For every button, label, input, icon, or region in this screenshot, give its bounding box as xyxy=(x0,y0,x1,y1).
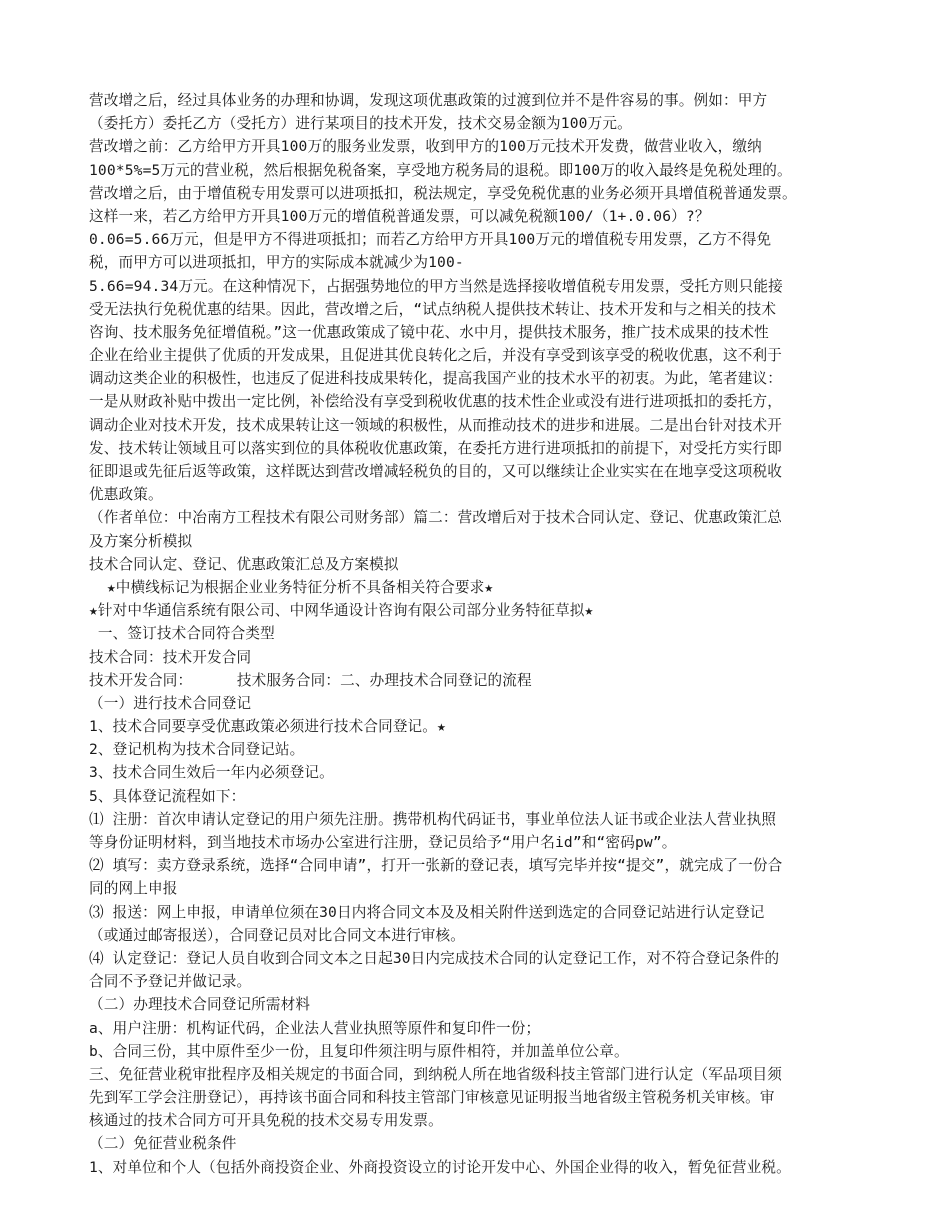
text-line: 同的网上申报 xyxy=(89,880,178,898)
text-line: 受无法执行免税优惠的结果。因此，营改增之后，“试点纳税人提供技术转让、技术开发和与之相关的技术 xyxy=(89,300,777,318)
text-line: 这样一来，若乙方给甲方开具100万元的增值税普通发票，可以减免税额100/（1+.0.06）?？ xyxy=(89,207,710,225)
text-line: 3、技术合同生效后一年内必须登记。 xyxy=(89,764,334,782)
heading-line: 一、签订技术合同符合类型 xyxy=(89,625,275,643)
text-line: 技术开发合同： 技术服务合同：二、办理技术合同登记的流程 xyxy=(89,671,532,689)
text-line: 核通过的技术合同方可开具免税的技术交易专用发票。 xyxy=(89,1112,443,1130)
text-line: ⑶ 报送：网上申报，申请单位须在30日内将合同文本及及相关附件送到选定的合同登记站进行认定登记 xyxy=(89,903,765,921)
text-line: 营改增之后，由于增值税专用发票可以进项抵扣，税法规定，享受免税优惠的业务必须开具增值税普通发票。 xyxy=(89,184,797,202)
text-line: b、合同三份，其中原件至少一份，且复印件须注明与原件相符，并加盖单位公章。 xyxy=(89,1042,629,1060)
text-line: （或通过邮寄报送），合同登记员对比合同文本进行审核。 xyxy=(89,926,466,944)
text-line: ⑵ 填写：卖方登录系统，选择“合同申请”，打开一张新的登记表，填写完毕并按“提交”，就完成了一份合 xyxy=(89,857,783,875)
text-line: 一是从财政补贴中拨出一定比例，补偿给没有享受到税收优惠的技术性企业或没有进行进项抵扣的委托方， xyxy=(89,393,782,411)
text-line: 优惠政策。 xyxy=(89,486,163,504)
text-line: 先到军工学会注册登记），再持该书面合同和科技主管部门审核意见证明报当地省级主管税务机关审核。审 xyxy=(89,1089,775,1107)
heading-line: （一）进行技术合同登记 xyxy=(89,694,252,712)
text-line: 及方案分析模拟 xyxy=(89,532,193,550)
text-line: 5.66=94.34万元。在这种情况下，占据强势地位的甲方当然是选择接收增值税专用发票，受托方则只能接 xyxy=(89,277,783,295)
text-line: 税，而甲方可以进项抵扣，甲方的实际成本就减少为100- xyxy=(89,254,464,272)
text-line: 等身份证明材料，到当地技术市场办公室进行注册，登记员给予“用户名id”和“密码pw”。 xyxy=(89,834,677,851)
text-line: （委托方）委托乙方（受托方）进行某项目的技术开发，技术交易金额为100万元。 xyxy=(89,115,632,133)
note-line: ★针对中华通信系统有限公司、中网华通设计咨询有限公司部分业务特征草拟★ xyxy=(89,602,594,620)
text-line: 1、对单位和个人（包括外商投资企业、外商投资设立的讨论开发中心、外国企业得的收入，暂免征营业税。 xyxy=(89,1158,791,1176)
heading-line: （二）办理技术合同登记所需材料 xyxy=(89,996,311,1014)
text-line: 咨询、技术服务免征增值税。”这一优惠政策成了镜中花、水中月，提供技术服务，推广技术成果的技术性 xyxy=(89,323,769,341)
heading-line: （二）免征营业税条件 xyxy=(89,1135,237,1153)
text-line: ⑴ 注册：首次申请认定登记的用户须先注册。携带机构代码证书，事业单位法人证书或企业法人营业执照 xyxy=(89,810,777,828)
text-line: （作者单位：中冶南方工程技术有限公司财务部）篇二：营改增后对于技术合同认定、登记、优惠政策汇总 xyxy=(89,509,782,527)
text-line: 征即退或先征后返等政策，这样既达到营改增减轻税负的目的，又可以继续让企业实实在在地享受这项税收 xyxy=(89,463,782,480)
note-line: ★中横线标记为根据企业业务特征分析不具备相关符合要求★ xyxy=(89,578,494,596)
text-line: 合同不予登记并做记录。 xyxy=(89,973,252,991)
text-line: 调动这类企业的积极性，也违反了促进科技成果转化，提高我国产业的技术水平的初衷。为此，笔者建议： xyxy=(89,370,782,388)
text-line: 0.06=5.66万元，但是甲方不得进项抵扣；而若乙方给甲方开具100万元的增值税专用发票，乙方不得免 xyxy=(89,231,772,249)
text-line: ⑷ 认定登记：登记人员自收到合同文本之日起30日内完成技术合同的认定登记工作，对不符合登记条件的 xyxy=(89,949,780,967)
text-line: 2、登记机构为技术合同登记站。 xyxy=(89,741,305,759)
text-line: 技术合同：技术开发合同 xyxy=(89,648,252,666)
section-title: 技术合同认定、登记、优惠政策汇总及方案模拟 xyxy=(89,555,399,573)
text-line: a、用户注册：机构证代码，企业法人营业执照等原件和复印件一份； xyxy=(89,1019,541,1037)
text-line: 三、免征营业税审批程序及相关规定的书面合同，到纳税人所在地省级科技主管部门进行认定（军品项目须 xyxy=(89,1065,782,1083)
text-line: 营改增之后，经过具体业务的办理和协调，发现这项优惠政策的过渡到位并不是件容易的事。例如：甲方 xyxy=(89,92,768,109)
text-line: 1、技术合同要享受优惠政策必须进行技术合同登记。★ xyxy=(89,718,446,736)
text-line: 5、具体登记流程如下： xyxy=(89,787,246,805)
text-line: 企业在给业主提供了优质的开发成果，且促进其优良转化之后，并没有享受到该享受的税收优惠，这不利于 xyxy=(89,347,782,365)
text-line: 营改增之前：乙方给甲方开具100万的服务业发票，收到甲方的100万元技术开发费，做营业收入，缴纳 xyxy=(89,138,762,156)
text-line: 发、技术转让领域且可以落实到位的具体税收优惠政策，在委托方进行进项抵扣的前提下，对受托方实行即 xyxy=(89,439,782,457)
text-line: 调动企业对技术开发，技术成果转让这一领域的积极性，从而推动技术的进步和进展。二是出台针对技术开 xyxy=(89,416,782,434)
text-line: 100*5%=5万元的营业税，然后根据免税备案，享受地方税务局的退税。即100万的收入最终是免税处理的。 xyxy=(89,161,792,179)
